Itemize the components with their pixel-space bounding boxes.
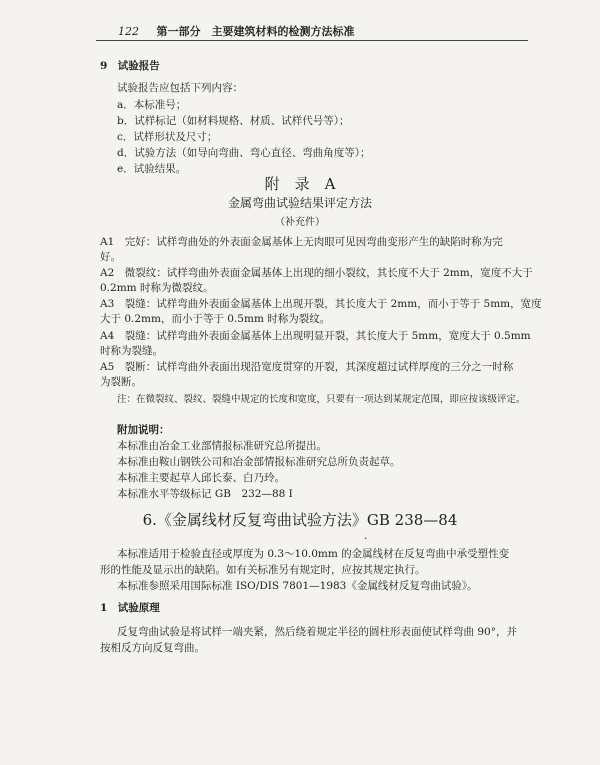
additional-line: 本标准主要起草人邱长泰、白乃玲。: [117, 472, 285, 484]
stray-mark: ·: [364, 532, 368, 545]
running-header: [118, 23, 355, 39]
appendix-line: A3 裂缝：试样弯曲外表面金属基体上出现开裂，其长度大于 2mm，而小于等于 5mm，宽度: [100, 298, 542, 310]
section9-item: c．试样形状及尺寸；: [117, 131, 218, 143]
section9-intro: 试验报告应包括下列内容：: [117, 82, 243, 94]
section1-text-line: 反复弯曲试验是将试样一端夹紧，然后绕着规定半径的圆柱形表面使试样弯曲 90°，并: [117, 626, 517, 638]
section9-item: d．试验方法（如导向弯曲、弯心直径、弯曲角度等）；: [117, 147, 371, 159]
appendix-line: 0.2mm 时称为微裂纹。: [100, 282, 214, 294]
appendix-line: A5 裂断：试样弯曲外表面出现沿宽度贯穿的开裂，其深度超过试样厚度的三分之一时称: [100, 361, 514, 373]
section9-item: e．试验结果。: [117, 163, 187, 175]
appendix-title: 金属弯曲试验结果评定方法: [227, 196, 372, 210]
standard-title: 6.《金属线材反复弯曲试验方法》GB 238—84: [142, 511, 458, 529]
standard-paragraph-line: 本标准参照采用国际标准 ISO/DIS 7801—1983《金属线材反复弯曲试验》。: [117, 580, 478, 592]
section1-heading: 1 试验原理: [100, 602, 160, 614]
standard-paragraph-line: 本标准适用于检验直径或厚度为 0.3～10.0mm 的金属线材在反复弯曲中承受塑性变: [117, 548, 510, 560]
appendix-note: 注：在微裂纹、裂纹、裂缝中规定的长度和宽度，只要有一项达到某规定范围，即应按该级评定。: [117, 394, 526, 405]
section9-item: b．试样标记（如材料规格、材质、试样代号等）；: [117, 115, 350, 127]
additional-line: 本标准由冶金工业部情报标准研究总所提出。: [117, 440, 327, 452]
additional-line: 本标准由鞍山钢铁公司和冶金部情报标准研究总所负责起草。: [117, 456, 401, 468]
additional-heading: 附加说明：: [117, 424, 170, 436]
section9-heading: 9 试验报告: [100, 60, 160, 72]
appendix-line: A1 完好：试样弯曲处的外表面金属基体上无肉眼可见因弯曲变形产生的缺陷时称为完: [100, 236, 503, 248]
appendix-line: 好。: [100, 251, 121, 263]
appendix-line: A4 裂缝：试样弯曲外表面金属基体上出现明显开裂，其长度大于 5mm，宽度大于 0.5mm: [100, 330, 531, 342]
appendix-label: 附 录 A: [264, 175, 336, 193]
appendix-line: 时称为裂缝。: [100, 345, 163, 357]
section9-item: a．本标准号；: [117, 99, 187, 111]
header-rule: [96, 40, 528, 41]
appendix-subtitle: （补充件）: [275, 217, 325, 228]
additional-line: 本标准水平等级标记 GB 232—88 Ⅰ: [117, 488, 293, 500]
appendix-line: 大于 0.2mm，而小于等于 0.5mm 时称为裂纹。: [100, 313, 331, 325]
page-number: 122: [118, 25, 139, 38]
appendix-line: A2 微裂纹：试样弯曲外表面金属基体上出现的细小裂纹，其长度不大于 2mm，宽度不大于: [100, 267, 533, 279]
appendix-line: 为裂断。: [100, 376, 142, 388]
standard-paragraph-line: 形的性能及显示出的缺陷。如有关标准另有规定时，应按其规定执行。: [100, 564, 426, 576]
section1-text-line: 按相反方向反复弯曲。: [100, 642, 205, 654]
running-title: 第一部分 主要建筑材料的检测方法标准: [156, 25, 355, 38]
